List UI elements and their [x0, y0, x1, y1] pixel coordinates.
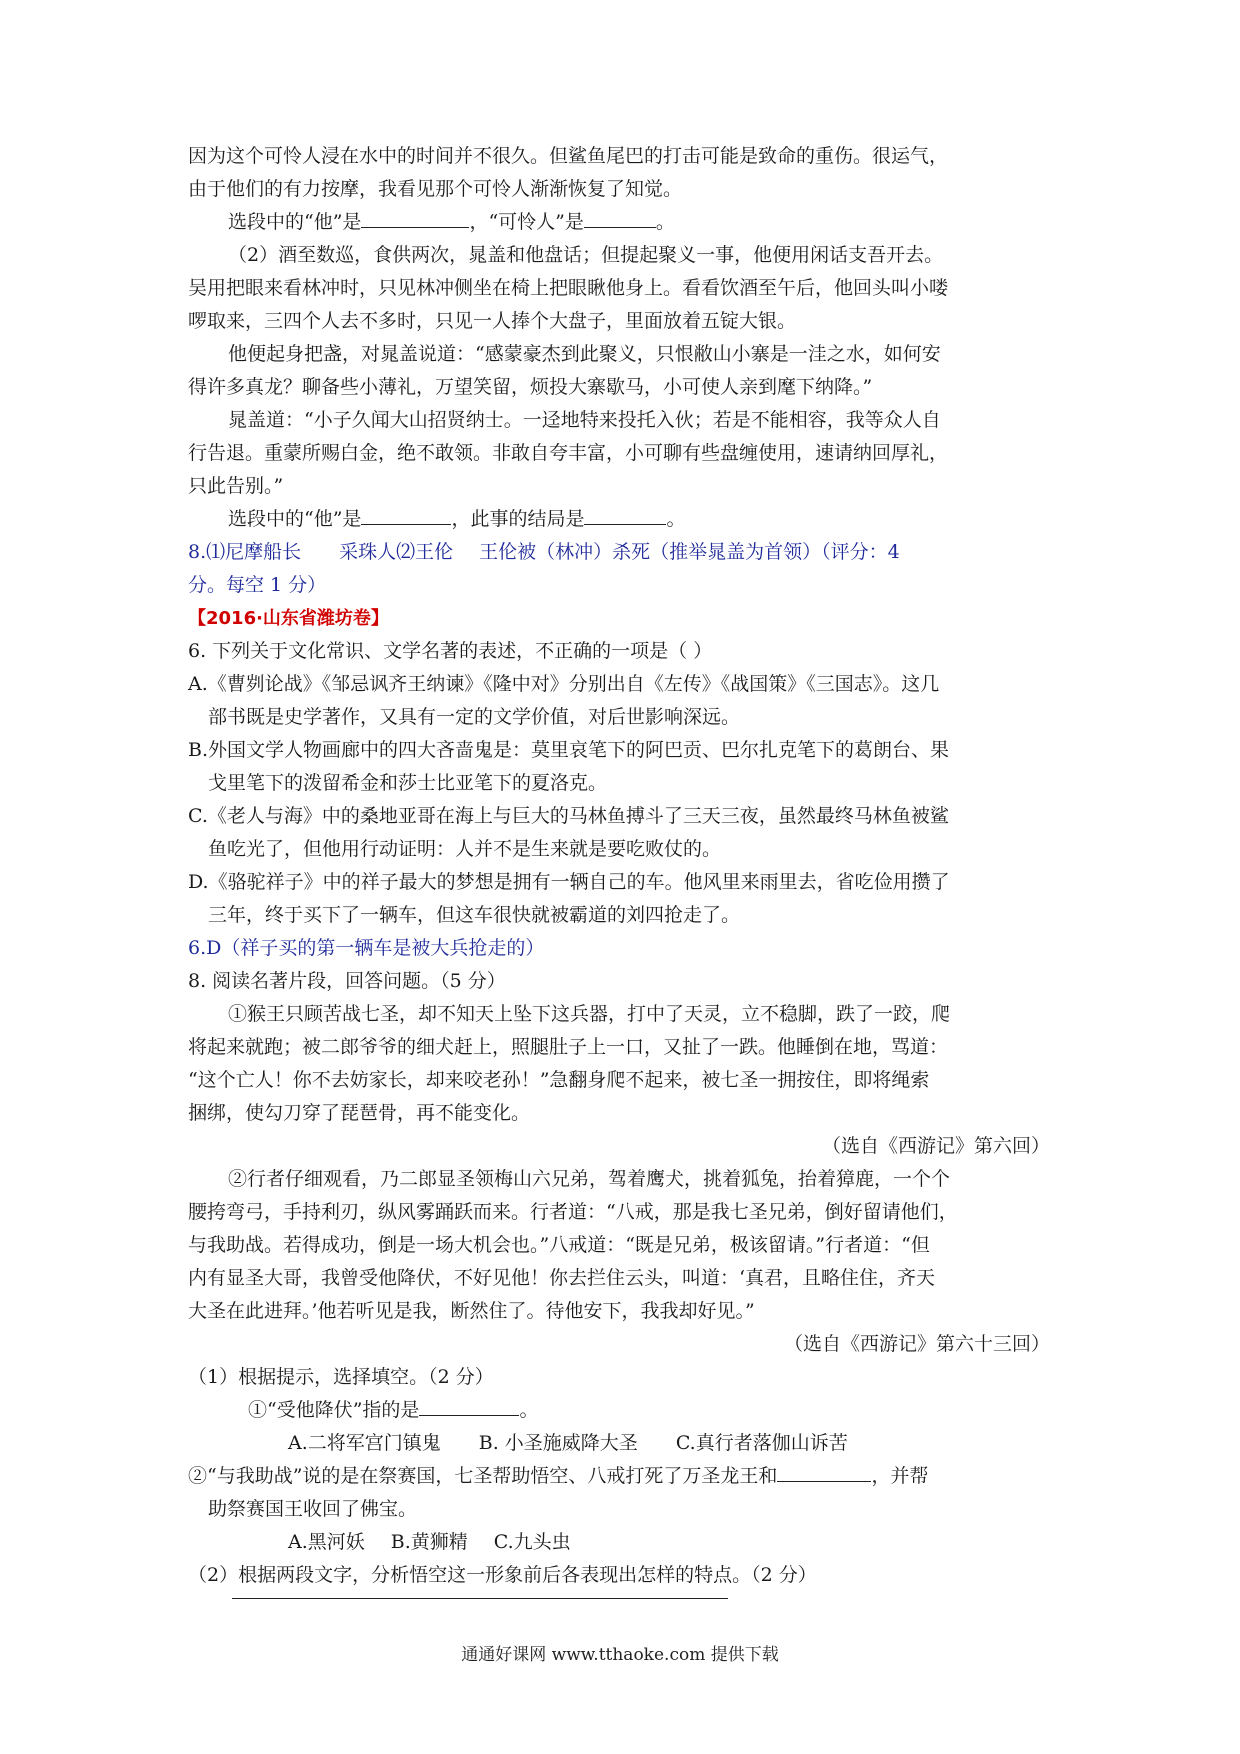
text-line: 只此告别。” [188, 475, 284, 497]
text-line: “这个亡人！你不去妨家长，却来咬老孙！”急翻身爬不起来，被七圣一拥按住，即将绳索 [188, 1069, 930, 1091]
option-a: A.黑河妖 [288, 1531, 365, 1553]
text-line: 将起来就跑；被二郎爷爷的细犬赶上，照腿肚子上一口，又扯了一跌。他睡倒在地，骂道： [188, 1036, 949, 1058]
answer-blank[interactable] [361, 506, 451, 525]
text-line: 啰取来，三四个人去不多时，只见一人捧个大盘子，里面放着五锭大银。 [188, 310, 797, 332]
question-line: 选段中的“他”是 ，“可怜人”是 。 [228, 211, 675, 233]
option-d: D.《骆驼祥子》中的祥子最大的梦想是拥有一辆自己的车。他风里来雨里去，省吃俭用攒了 [188, 871, 950, 893]
option-c: C.《老人与海》中的桑地亚哥在海上与巨大的马林鱼搏斗了三天三夜，虽然最终马林鱼被鲨 [188, 805, 949, 827]
options-row [188, 1427, 1058, 1460]
option-b: B. 小圣施威降大圣 [478, 1432, 638, 1454]
option-a: A.二将军宫门镇鬼 [288, 1432, 441, 1454]
sub-question: （2）根据两段文字，分析悟空这一形象前后各表现出怎样的特点。（2 分） [188, 1564, 817, 1586]
text-line: 得许多真龙？聊备些小薄礼，万望笑留，烦投大寨歇马，小可使人亲到麾下纳降。” [188, 376, 873, 398]
page-footer: 通通好课网 www.tthaoke.com 提供下载 [461, 1645, 779, 1665]
text-line: 他便起身把盏，对晁盖说道：“感蒙豪杰到此聚义，只恨敝山小寨是一洼之水，如何安 [228, 343, 941, 365]
question-stem: 8. 阅读名著片段，回答问题。（5 分） [188, 970, 506, 992]
source-citation: （选自《西游记》第六回） [821, 1135, 1050, 1157]
answer-blank[interactable] [419, 1397, 519, 1416]
document-page [188, 140, 1058, 1592]
option-a: A.《曹刿论战》《邹忌讽齐王纳谏》《隆中对》分别出自《左传》《战国策》《三国志》。这几 [188, 673, 940, 695]
section-heading: 【2016·山东省潍坊卷】 [188, 608, 389, 629]
text-line: 助祭赛国王收回了佛宝。 [208, 1498, 418, 1520]
option-c-cont: 鱼吃光了，但他用行动证明：人并不是生来就是要吃败仗的。 [208, 838, 722, 860]
question-line: ①“受他降伏”指的是 。 [248, 1399, 539, 1421]
text-line: ②行者仔细观看，乃二郎显圣领梅山六兄弟，驾着鹰犬，挑着狐兔，抬着獐鹿，一个个 [228, 1168, 951, 1190]
option-b-cont: 戈里笔下的泼留希金和莎士比亚笔下的夏洛克。 [208, 772, 608, 794]
answer-line: 分。每空 1 分） [188, 574, 327, 596]
answer-line: 8.⑴尼摩船长 采珠人⑵王伦 王伦被（林冲）杀死（推举晁盖为首领）（评分：4 [188, 541, 900, 563]
answer-blank[interactable] [777, 1463, 871, 1482]
text-line: 晁盖道：“小子久闻大山招贤纳士。一迳地特来投托入伙；若是不能相容，我等众人自 [228, 409, 941, 431]
text-line: ①猴王只顾苦战七圣，却不知天上坠下这兵器，打中了天灵，立不稳脚，跌了一跤，爬 [228, 1003, 951, 1025]
text-line: 吴用把眼来看林冲时，只见林冲侧坐在椅上把眼瞅他身上。看看饮酒至午后，他回头叫小喽 [188, 277, 949, 299]
option-a-cont: 部书既是史学著作，又具有一定的文学价值，对后世影响深远。 [208, 706, 741, 728]
sub-question: （1）根据提示，选择填空。（2 分） [188, 1366, 494, 1388]
answer-blank[interactable] [361, 209, 469, 228]
question-line: ②“与我助战”说的是在祭赛国，七圣帮助悟空、八戒打死了万圣龙王和 ，并帮 [188, 1465, 929, 1487]
text-line: 因为这个可怜人浸在水中的时间并不很久。但鲨鱼尾巴的打击可能是致命的重伤。很运气， [188, 145, 949, 167]
text-line: （2）酒至数巡，食供两次，晁盖和他盘话；但提起聚义一事，他便用闲话支吾开去。 [228, 244, 944, 266]
text-line: 腰挎弯弓，手持利刃，纵风雾踊跃而来。行者道：“八戒，那是我七圣兄弟，倒好留请他们， [188, 1201, 958, 1223]
option-c: C.九头虫 [493, 1531, 571, 1553]
option-c: C.真行者落伽山诉苦 [675, 1432, 848, 1454]
answer-line: 6.D（祥子买的第一辆车是被大兵抢走的） [188, 937, 545, 959]
answer-blank[interactable] [584, 506, 666, 525]
text-line: 行告退。重蒙所赐白金，绝不敢领。非敢自夸丰富，小可聊有些盘缠使用，速请纳回厚礼， [188, 442, 949, 464]
text-line: 内有显圣大哥，我曾受他降伏，不好见他！你去拦住云头，叫道：‘真君，且略住住，齐天 [188, 1267, 936, 1289]
answer-blank[interactable] [584, 209, 656, 228]
text-line: 与我助战。若得成功，倒是一场大机会也。”八戒道：“既是兄弟，极该留请。”行者道：“但 [188, 1234, 930, 1256]
question-stem: 6. 下列关于文化常识、文学名著的表述，不正确的一项是（ ） [188, 640, 713, 662]
question-line: 选段中的“他”是 ，此事的结局是 。 [228, 508, 686, 530]
options-row [188, 1526, 1058, 1559]
answer-line-blank[interactable] [232, 1598, 728, 1599]
option-b: B.外国文学人物画廊中的四大吝啬鬼是：莫里哀笔下的阿巴贡、巴尔扎克笔下的葛朗台、果 [188, 739, 950, 761]
text-line: 由于他们的有力按摩，我看见那个可怜人渐渐恢复了知觉。 [188, 178, 683, 200]
text-line: 捆绑，使勾刀穿了琵琶骨，再不能变化。 [188, 1102, 531, 1124]
option-b: B.黄狮精 [390, 1531, 468, 1553]
text-line: 大圣在此进拜。’他若听见是我，断然住了。待他安下，我我却好见。” [188, 1300, 755, 1322]
source-citation: （选自《西游记》第六十三回） [783, 1333, 1050, 1355]
option-d-cont: 三年，终于买下了一辆车，但这车很快就被霸道的刘四抢走了。 [208, 904, 741, 926]
